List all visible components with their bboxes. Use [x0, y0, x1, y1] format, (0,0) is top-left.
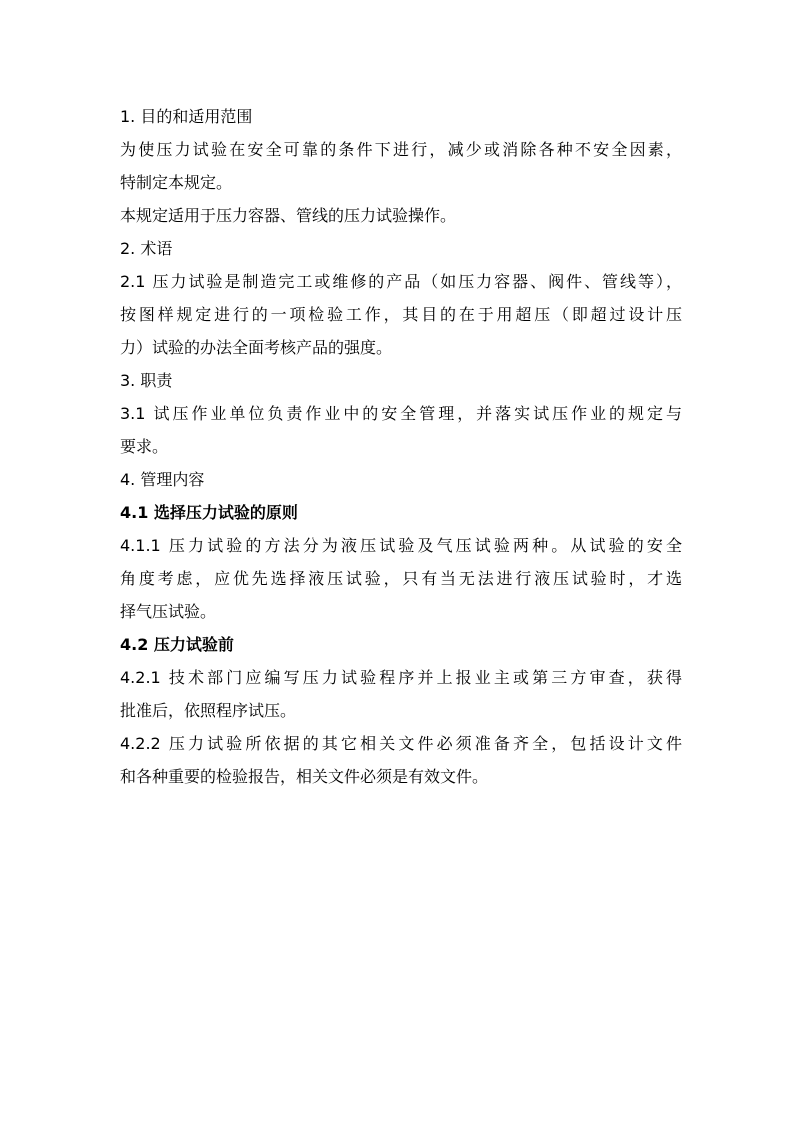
- section-heading-purpose-scope: 1. 目的和适用范围: [120, 107, 253, 126]
- subsection-heading-before-test: 4.2 压力试验前: [120, 635, 234, 654]
- paragraph-line: 角度考虑，应优先选择液压试验，只有当无法进行液压试验时，才选: [120, 569, 682, 588]
- document-body: [120, 100, 682, 793]
- paragraph-line: 3.1 试压作业单位负责作业中的安全管理，并落实试压作业的规定与: [120, 404, 682, 423]
- paragraph-line: 力）试验的办法全面考核产品的强度。: [120, 338, 393, 357]
- paragraph-line: 2.1 压力试验是制造完工或维修的产品（如压力容器、阀件、管线等），: [120, 272, 682, 291]
- paragraph-line: 为使压力试验在安全可靠的条件下进行，减少或消除各种不安全因素，: [120, 140, 682, 159]
- subsection-heading-principles: 4.1 选择压力试验的原则: [120, 503, 298, 522]
- paragraph-line: 批准后，依照程序试压。: [120, 701, 297, 720]
- section-heading-terms: 2. 术语: [120, 239, 173, 258]
- section-heading-responsibilities: 3. 职责: [120, 371, 173, 390]
- paragraph-line: 4.2.2 压力试验所依据的其它相关文件必须准备齐全，包括设计文件: [120, 734, 682, 753]
- paragraph-line: 要求。: [120, 437, 169, 456]
- paragraph-line: 择气压试验。: [120, 602, 217, 621]
- section-heading-management: 4. 管理内容: [120, 470, 205, 489]
- paragraph-line: 特制定本规定。: [120, 173, 233, 192]
- paragraph-line: 按图样规定进行的一项检验工作，其目的在于用超压（即超过设计压: [120, 305, 682, 324]
- paragraph-line: 和各种重要的检验报告，相关文件必须是有效文件。: [120, 767, 489, 786]
- paragraph-line: 本规定适用于压力容器、管线的压力试验操作。: [120, 206, 457, 225]
- paragraph-line: 4.1.1 压力试验的方法分为液压试验及气压试验两种。从试验的安全: [120, 536, 682, 555]
- paragraph-line: 4.2.1 技术部门应编写压力试验程序并上报业主或第三方审查，获得: [120, 668, 682, 687]
